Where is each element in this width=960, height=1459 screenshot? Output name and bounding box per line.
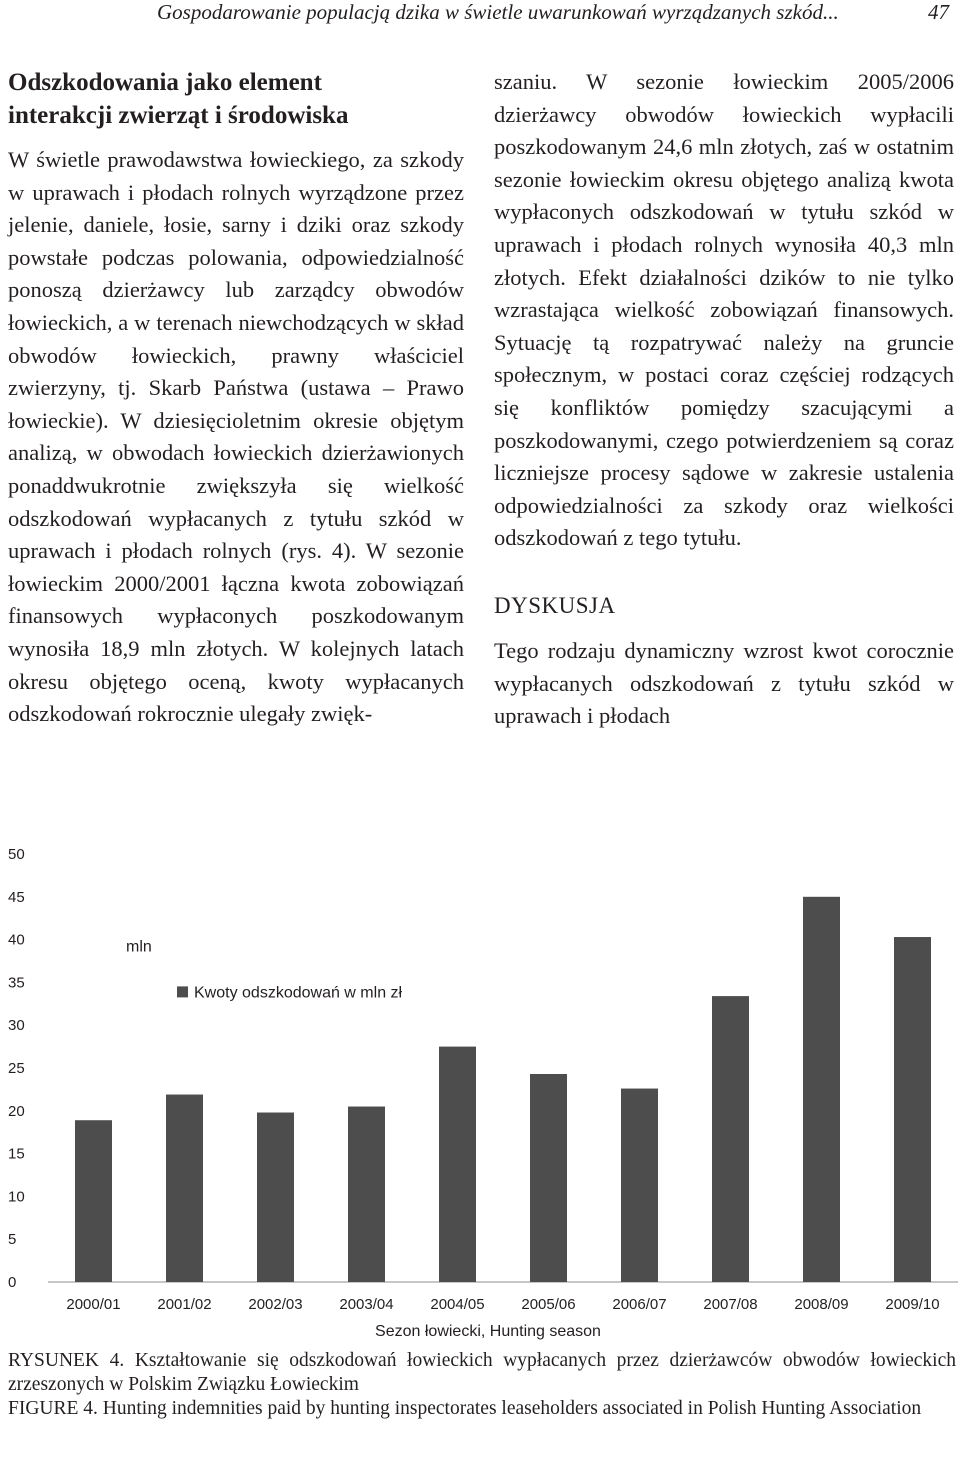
page-number: 47 — [928, 0, 949, 24]
x-tick-label: 2007/08 — [703, 1296, 758, 1313]
bar — [75, 1120, 112, 1282]
running-title: Gospodarowanie populacją dzika w świetle uwarunkowań wyrządzanych szkód... — [157, 0, 839, 24]
x-tick-label: 2002/03 — [248, 1296, 303, 1313]
x-tick-label: 2004/05 — [430, 1296, 485, 1313]
y-tick-label: 30 — [8, 1017, 25, 1035]
y-tick-label: 10 — [8, 1188, 25, 1206]
x-tick-label: 2001/02 — [157, 1296, 212, 1313]
legend-label: Kwoty odszkodowań w mln zł — [194, 984, 403, 1002]
figure-caption — [8, 1349, 956, 1421]
x-axis-title: Sezon łowiecki, Hunting season — [375, 1323, 601, 1340]
bar — [530, 1074, 567, 1282]
y-tick-label: 15 — [8, 1145, 25, 1163]
bar — [894, 937, 931, 1282]
y-tick-label: 40 — [8, 931, 25, 949]
section-heading-line-1: Odszkodowania jako element — [8, 69, 322, 96]
x-tick-label: 2003/04 — [339, 1296, 394, 1313]
left-column — [8, 66, 464, 731]
x-tick-label: 2000/01 — [66, 1296, 121, 1313]
bar — [803, 897, 840, 1282]
y-axis-label: mln — [126, 938, 152, 956]
bar — [621, 1089, 658, 1282]
x-tick-label: 2009/10 — [885, 1296, 940, 1313]
y-tick-label: 20 — [8, 1102, 25, 1120]
y-tick-label: 5 — [8, 1231, 17, 1249]
legend-swatch — [177, 986, 188, 997]
bar — [712, 996, 749, 1282]
left-body-paragraph: W świetle prawodawstwa łowieckiego, za szkody w uprawach i płodach rolnych wyrządzone przez jelenie, daniele, łosie, sarny i dziki oraz szkody powstałe podczas polowania, odpowiedzialność ponoszą dzierżawcy lub zarządcy obwodów łowieckich, a w terenach niewchodzących w skład obwodów łowieckich, prawny właściciel zwierzyny, tj. Skarb Państwa (ustawa – Prawo łowieckie). W dziesięcioletnim okresie objętym analizą, w obwodach łowieckich dzierżawionych ponaddwukrotnie zwiększyła się wielkość odszkodowań wypłacanych z tytułu szkód w uprawach i płodach rolnych (rys. 4). W sezonie łowieckim 2000/2001 łączna kwota zobowiązań finansowych wypłaconych poszkodowanym wynosiła 18,9 mln złotych. W kolejnych latach okresu objętego oceną, kwoty wypłacanych odszkodowań rokrocznie ulegały zwięk- — [8, 147, 464, 727]
y-tick-label: 35 — [8, 974, 25, 992]
x-tick-label: 2005/06 — [521, 1296, 576, 1313]
bar — [257, 1113, 294, 1282]
bar — [439, 1047, 476, 1282]
chart-svg — [0, 842, 960, 1346]
x-tick-label: 2008/09 — [794, 1296, 849, 1313]
caption-english: FIGURE 4. Hunting indemnities paid by hunting inspectorates leaseholders associated in Polish Hunting Association — [8, 1398, 922, 1419]
page-header — [0, 0, 958, 28]
right-body-paragraph: szaniu. W sezonie łowieckim 2005/2006 dzierżawcy obwodów łowieckich wypłacili poszkodowanym 24,6 mln złotych, zaś w ostatnim sezonie łowieckim okresu objętego analizą kwota wypłaconych odszkodowań w tytułu szkód w uprawach i płodach rolnych wynosiła 40,3 mln złotych. Efekt działalności dzików to nie tylko wzrastająca wielkość zobowiązań finansowych. Sytuację tą rozpatrywać należy na gruncie społecznym, w postaci coraz częściej rodzących się konfliktów pomiędzy szacującymi a poszkodowanymi, czego potwierdzeniem są coraz liczniejsze procesy sądowe w zakresie ustalenia odpowiedzialności za szkody oraz wielkości odszkodowań z tego tytułu. — [494, 69, 954, 551]
section-heading — [8, 66, 464, 132]
bar — [348, 1107, 385, 1282]
discussion-paragraph: Tego rodzaju dynamiczny wzrost kwot corocznie wypłacanych odszkodowań z tytułu szkód w uprawach i płodach — [494, 637, 954, 729]
y-tick-label: 45 — [8, 888, 25, 906]
right-column — [494, 66, 954, 733]
section-heading-line-2: interakcji zwierząt i środowiska — [8, 102, 349, 129]
caption-polish: RYSUNEK 4. Kształtowanie się odszkodowań łowieckich wypłacanych przez dzierżawców obwodów łowieckich zrzeszonych w Polskim Związku Łowieckim — [8, 1350, 956, 1395]
bar — [166, 1095, 203, 1282]
y-tick-label: 0 — [8, 1274, 17, 1291]
y-tick-label: 25 — [8, 1060, 25, 1077]
y-tick-label: 50 — [8, 846, 25, 863]
bar-chart — [0, 842, 960, 1346]
discussion-heading: DYSKUSJA — [494, 592, 616, 618]
x-tick-label: 2006/07 — [612, 1296, 667, 1313]
